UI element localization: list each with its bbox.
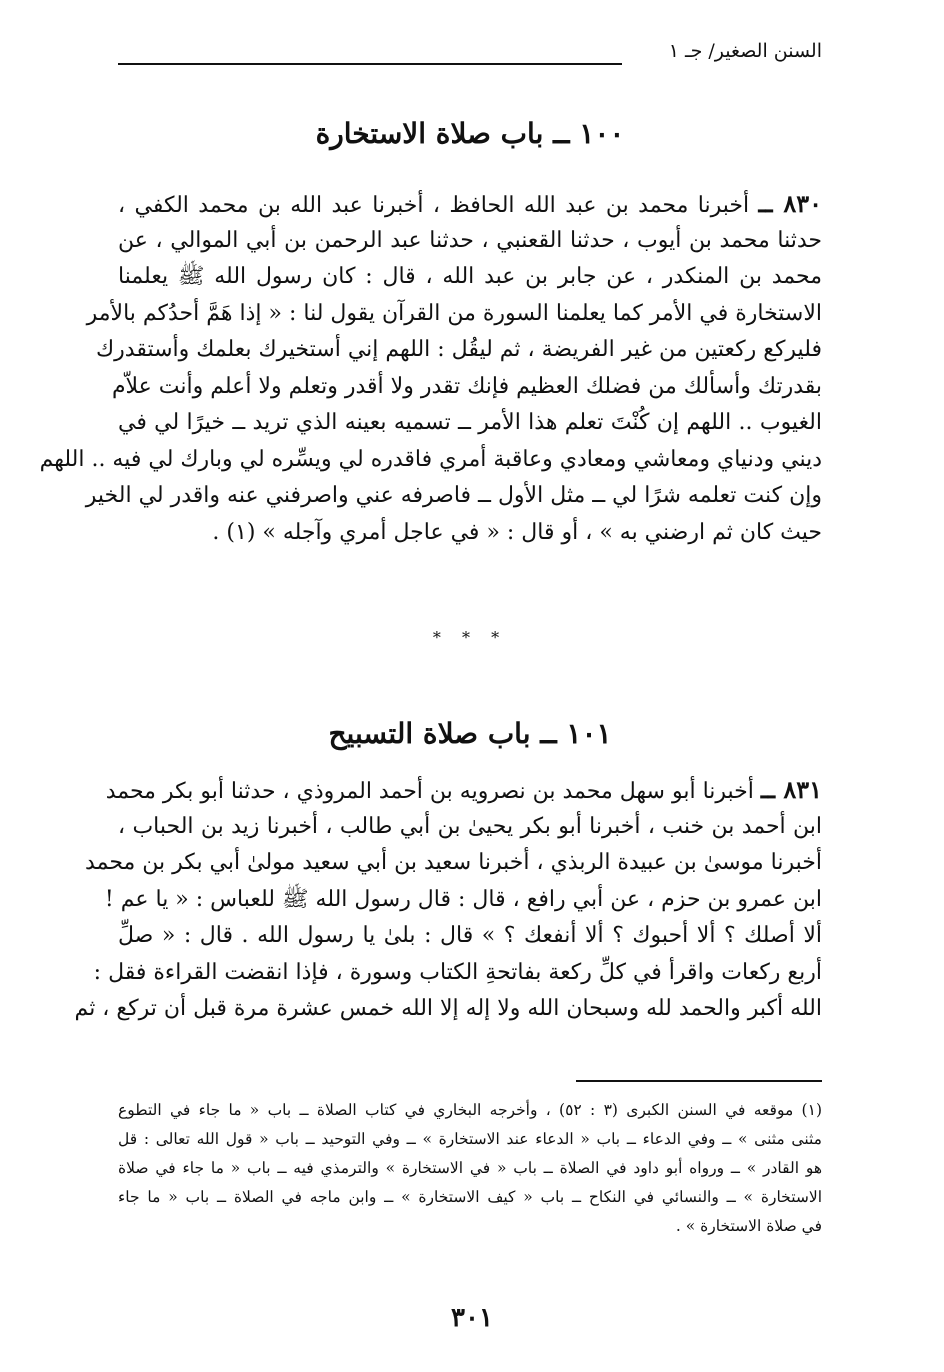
hadith-number: ٨٣١ ــ — [760, 775, 822, 804]
text-line: محمد بن المنكدر ، عن جابر بن عبد الله ، قال : كان رسول الله ﷺ يعلمنا — [118, 264, 822, 289]
text-line: الله أكبر والحمد لله وسبحان الله ولا إله إلا الله خمس عشرة مرة قبل أن تركع ، ثم — [74, 996, 822, 1021]
footnote-line: (١) موقعه في السنن الكبرى (٣ : ٥٢) ، وأخرجه البخاري في كتاب الصلاة ــ باب « ما جاء في التطوع — [118, 1101, 822, 1119]
text-line: بقدرتك وأسألك من فضلك العظيم فإنك تقدر ولا أقدر وتعلم ولا أعلم وأنت علاّم — [111, 373, 822, 399]
header-rule — [118, 63, 622, 65]
section-separator: * * * — [432, 628, 508, 647]
footnote-line: هو القادر » ــ ورواه أبو داود في الصلاة ــ باب « في الاستخارة » والترمذي فيه ــ باب « ما جاء في صلاة — [118, 1159, 822, 1177]
chapter-heading-100: ١٠٠ ــ باب صلاة الاستخارة — [315, 117, 625, 150]
text-line — [105, 772, 822, 809]
hadith-830 — [39, 186, 823, 551]
text-line: حدثنا محمد بن أيوب ، حدثنا القعنبي ، حدثنا عبد الرحمن بن أبي الموالي ، عن — [118, 227, 822, 253]
footnotes — [118, 1096, 822, 1241]
text-line: أربع ركعات واقرأ في كلِّ ركعة بفاتحةِ الكتاب وسورة ، فإذا انقضت القراءة فقل : — [93, 959, 822, 985]
chapter-heading-101: ١٠١ ــ باب صلاة التسبيح — [328, 717, 612, 750]
running-header — [118, 38, 822, 68]
text-line-content: أخبرنا محمد بن عبد الله الحافظ ، أخبرنا عبد الله بن محمد الكفي ، — [118, 193, 750, 218]
hadith-831 — [74, 772, 822, 1028]
running-header-title: السنن الصغير/ جـ ١ — [668, 40, 822, 62]
footnote-line: في صلاة الاستخارة » . — [675, 1217, 822, 1235]
footnote-line: الاستخارة » ــ والنسائي في النكاح ــ باب « كيف الاستخارة » ــ وابن ماجه في الصلاة ــ باب « ما جاء — [118, 1188, 822, 1206]
text-line: ألا أصلك ؟ ألا أحبوك ؟ ألا أنفعك ؟ » قال : بلىٰ يا رسول الله . قال : « صلِّ — [118, 923, 822, 948]
page-number: ٣٠١ — [451, 1303, 493, 1333]
text-line: فليركع ركعتين من غير الفريضة ، ثم ليقُل : اللهم إني أستخيرك بعلمك وأستقدرك — [96, 337, 822, 362]
text-line: الاستخارة في الأمر كما يعلمنا السورة من القرآن يقول لنا : « إذا هَمَّ أحدُكم بالأمر — [86, 300, 822, 326]
text-line — [118, 186, 822, 223]
text-line: وإن كنت تعلمه شرًا لي ــ مثل الأول ــ فاصرفه عني واصرفني عنه واقدر لي الخير — [85, 483, 822, 508]
text-line: ابن أحمد بن خنب ، أخبرنا أبو بكر يحيىٰ بن أبي طالب ، أخبرنا زيد بن الحباب ، — [118, 813, 822, 839]
hadith-number: ٨٣٠ ــ — [758, 189, 823, 218]
text-line: الغيوب .. اللهم إن كُنْتَ تعلم هذا الأمر ــ تسميه بعينه الذي تريد ــ خيرًا لي في — [118, 410, 822, 435]
text-line-content: أخبرنا أبو سهل محمد بن نصرويه بن أحمد المروذي ، حدثنا أبو بكر محمد — [105, 779, 754, 804]
text-line: ديني ودنياي ومعاشي ومعادي وعاقبة أمري فاقدره لي ويسِّره لي وبارك لي فيه .. اللهم — [39, 446, 822, 472]
text-line: حيث كان ثم ارضني به » ، أو قال : « في عاجل أمري وآجله » (١) . — [212, 519, 822, 545]
text-line: ابن عمرو بن حزم ، عن أبي رافع ، قال : قال رسول الله ﷺ للعباس : « يا عم ! — [104, 886, 822, 912]
text-line: أخبرنا موسىٰ بن عبيدة الربذي ، أخبرنا سعيد بن أبي سعيد مولىٰ أبي بكر بن محمد — [85, 850, 822, 875]
footnote-rule — [576, 1080, 822, 1082]
footnote-line: مثنى مثنى » ــ وفي الدعاء ــ باب « الدعاء عند الاستخارة » ــ وفي التوحيد ــ باب « قول الله تعالى : قل — [118, 1130, 822, 1148]
